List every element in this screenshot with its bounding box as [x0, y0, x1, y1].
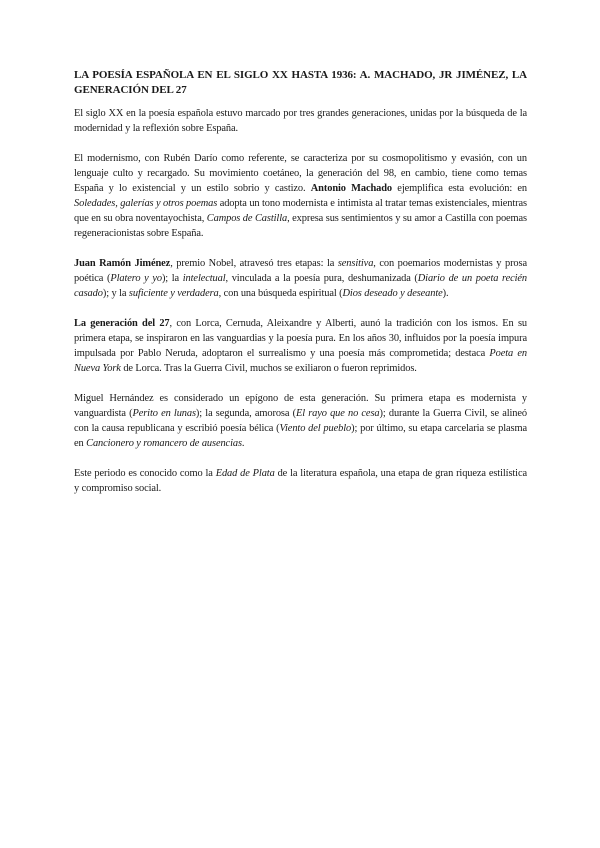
- text-run: ); y la: [102, 288, 129, 299]
- italic-work-title: Soledades, galerías y otros poemas: [74, 198, 218, 209]
- text-run: ejemplifica esta evolución: en: [392, 183, 527, 194]
- paragraph-modernismo: [74, 151, 527, 241]
- text-run: , premio Nobel, atravesó tres etapas: la: [170, 258, 338, 269]
- document-title: LA POESÍA ESPAÑOLA EN EL SIGLO XX HASTA 1936: A. MACHADO, JR JIMÉNEZ, LA GENERACIÓN DEL 27: [74, 69, 527, 96]
- bold-name-antonio-machado: Antonio Machado: [310, 183, 393, 194]
- text-run: de la literatura española, una etapa de gran riqueza estilística y compromiso social.: [74, 468, 527, 494]
- italic-work-title: Platero y yo: [110, 273, 162, 284]
- italic-work-title: Perito en lunas: [132, 408, 196, 419]
- paragraph-miguel-hernandez: [74, 391, 527, 451]
- paragraph-intro: [74, 106, 527, 136]
- italic-work-title: Cancionero y romancero de ausencias: [86, 438, 242, 449]
- paragraph-juan-ramon-jimenez: [74, 256, 527, 301]
- text-run: ); la: [161, 273, 183, 284]
- text-run: ); la segunda, amorosa (: [195, 408, 296, 419]
- italic-work-title: Poeta en Nueva York: [74, 348, 527, 374]
- italic-term: suficiente y verdadera: [128, 288, 219, 299]
- text-run: adopta un tono modernista e intimista al tratar temas existenciales, mientras que en su obra noventayochista,: [74, 198, 527, 224]
- italic-term: Edad de Plata: [215, 468, 275, 479]
- text-run: Miguel Hernández es considerado un epígono de esta generación. Su primera etapa es modernista y vanguardista (: [74, 393, 527, 419]
- text-run: El modernismo, con Rubén Darío como referente, se caracteriza por su cosmopolitismo y evasión, con un lenguaje culto y recargado. Su movimiento coetáneo, la generación del 98, en cambio, tiene como temas España y lo existencial y un estilo sobrio y castizo.: [74, 153, 527, 194]
- bold-name-juan-ramon-jimenez: Juan Ramón Jiménez: [74, 258, 171, 269]
- paragraph-generacion-27: [74, 316, 527, 376]
- text-run: Este periodo es conocido como la: [74, 468, 216, 479]
- italic-term: sensitiva: [337, 258, 374, 269]
- italic-work-title: Viento del pueblo: [279, 423, 352, 434]
- italic-work-title: Campos de Castilla: [206, 213, 288, 224]
- text-run: , con poemarios modernistas y prosa poética (: [74, 258, 527, 284]
- text-run: , vinculada a la poesía pura, deshumanizada (: [225, 273, 418, 284]
- text-run: ); por último, su etapa carcelaria se plasma en: [74, 423, 527, 449]
- italic-work-title: El rayo que no cesa: [295, 408, 380, 419]
- text-run: de Lorca. Tras la Guerra Civil, muchos se exiliaron o fueron reprimidos.: [120, 363, 417, 374]
- paragraph-conclusion: [74, 466, 527, 496]
- document-page: [74, 68, 527, 511]
- italic-term: intelectual: [182, 273, 226, 284]
- text-run: El siglo XX en la poesía española estuvo marcado por tres grandes generaciones, unidas por la búsqueda de la modernidad y la reflexión sobre España.: [74, 108, 527, 134]
- italic-work-title: Dios deseado y deseante: [342, 288, 443, 299]
- text-run: .: [241, 438, 245, 449]
- text-run: , con Lorca, Cernuda, Aleixandre y Alberti, aunó la tradición con los ismos. En su primera etapa, se inspiraron en las vanguardias y la poesía pura. En los años 30, influidos por la poesía impura impulsada por Pablo Neruda, adoptaron el surrealismo y una poesía más comprometida; destaca: [74, 318, 527, 359]
- italic-work-title: Diario de un poeta recién casado: [74, 273, 527, 299]
- text-run: ).: [442, 288, 449, 299]
- text-run: , expresa sus sentimientos y su amor a Castilla con poemas regeneracionistas sobre España.: [74, 213, 527, 239]
- text-run: , con una búsqueda espiritual (: [218, 288, 343, 299]
- text-run: ); durante la Guerra Civil, se alineó con la causa republicana y escribió poesía bélica (: [74, 408, 527, 434]
- bold-heading-generacion-27: La generación del 27: [74, 318, 170, 329]
